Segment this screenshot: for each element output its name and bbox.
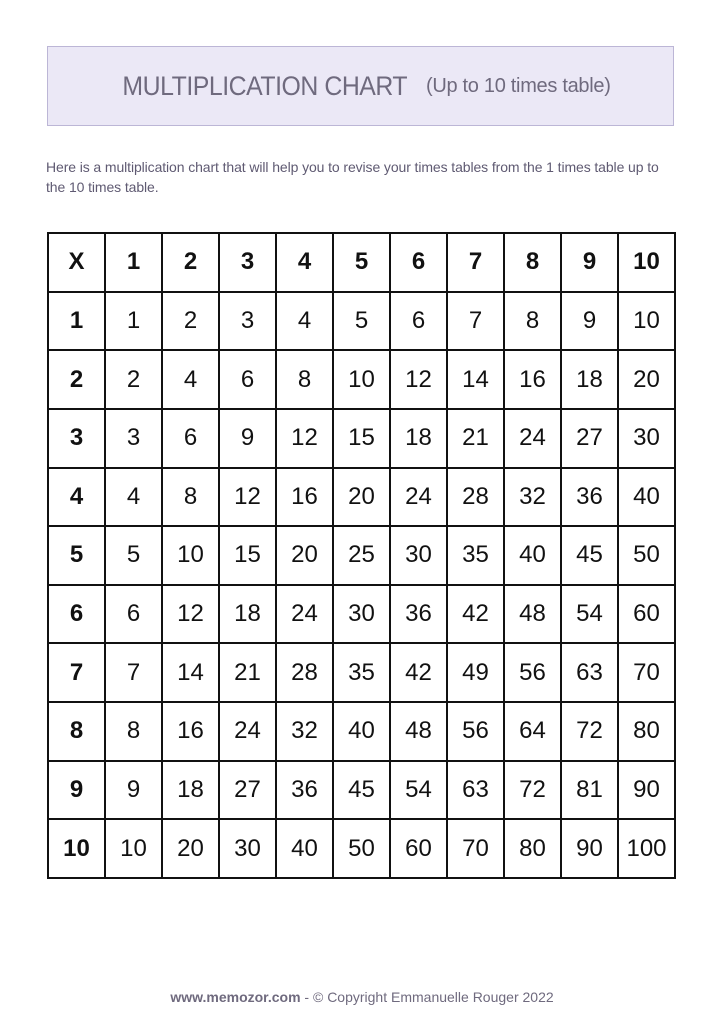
product-cell: 10 — [162, 526, 219, 585]
product-cell: 40 — [504, 526, 561, 585]
row-header-cell: 7 — [48, 643, 105, 702]
table-row — [48, 643, 675, 702]
product-cell: 30 — [390, 526, 447, 585]
product-cell: 7 — [105, 643, 162, 702]
row-header-cell: 2 — [48, 350, 105, 409]
product-cell: 6 — [219, 350, 276, 409]
product-cell: 30 — [219, 819, 276, 878]
product-cell: 90 — [561, 819, 618, 878]
title-banner — [47, 46, 674, 126]
product-cell: 18 — [162, 761, 219, 820]
product-cell: 54 — [390, 761, 447, 820]
product-cell: 3 — [105, 409, 162, 468]
product-cell: 45 — [333, 761, 390, 820]
table-row — [48, 292, 675, 351]
product-cell: 14 — [162, 643, 219, 702]
table-row — [48, 409, 675, 468]
page-title: MULTIPLICATION CHART — [122, 70, 408, 101]
product-cell: 50 — [333, 819, 390, 878]
product-cell: 72 — [561, 702, 618, 761]
product-cell: 28 — [447, 468, 504, 527]
product-cell: 100 — [618, 819, 675, 878]
product-cell: 36 — [276, 761, 333, 820]
row-header-cell: 3 — [48, 409, 105, 468]
product-cell: 8 — [276, 350, 333, 409]
product-cell: 6 — [105, 585, 162, 644]
column-header-cell: 1 — [105, 233, 162, 292]
product-cell: 4 — [105, 468, 162, 527]
product-cell: 24 — [276, 585, 333, 644]
product-cell: 25 — [333, 526, 390, 585]
product-cell: 49 — [447, 643, 504, 702]
corner-cell: X — [48, 233, 105, 292]
table-row — [48, 702, 675, 761]
product-cell: 24 — [219, 702, 276, 761]
product-cell: 18 — [390, 409, 447, 468]
row-header-cell: 10 — [48, 819, 105, 878]
table-header-row — [48, 233, 675, 292]
product-cell: 12 — [162, 585, 219, 644]
product-cell: 20 — [333, 468, 390, 527]
product-cell: 70 — [447, 819, 504, 878]
product-cell: 15 — [219, 526, 276, 585]
row-header-cell: 6 — [48, 585, 105, 644]
product-cell: 20 — [276, 526, 333, 585]
product-cell: 56 — [447, 702, 504, 761]
column-header-cell: 10 — [618, 233, 675, 292]
product-cell: 12 — [276, 409, 333, 468]
product-cell: 20 — [162, 819, 219, 878]
footer-copyright: © Copyright Emmanuelle Rouger 2022 — [312, 989, 554, 1005]
product-cell: 3 — [219, 292, 276, 351]
product-cell: 30 — [333, 585, 390, 644]
product-cell: 10 — [618, 292, 675, 351]
product-cell: 63 — [561, 643, 618, 702]
table-row — [48, 761, 675, 820]
product-cell: 27 — [219, 761, 276, 820]
product-cell: 60 — [390, 819, 447, 878]
column-header-cell: 6 — [390, 233, 447, 292]
product-cell: 32 — [504, 468, 561, 527]
product-cell: 20 — [618, 350, 675, 409]
product-cell: 5 — [333, 292, 390, 351]
product-cell: 28 — [276, 643, 333, 702]
row-header-cell: 1 — [48, 292, 105, 351]
column-header-cell: 7 — [447, 233, 504, 292]
column-header-cell: 4 — [276, 233, 333, 292]
intro-text: Here is a multiplication chart that will help you to revise your times tables from the 1 times table up to the 10 times table. — [46, 159, 659, 195]
table-row — [48, 585, 675, 644]
product-cell: 42 — [390, 643, 447, 702]
product-cell: 60 — [618, 585, 675, 644]
column-header-cell: 3 — [219, 233, 276, 292]
product-cell: 6 — [390, 292, 447, 351]
product-cell: 8 — [105, 702, 162, 761]
product-cell: 45 — [561, 526, 618, 585]
row-header-cell: 9 — [48, 761, 105, 820]
product-cell: 48 — [390, 702, 447, 761]
product-cell: 14 — [447, 350, 504, 409]
product-cell: 81 — [561, 761, 618, 820]
product-cell: 30 — [618, 409, 675, 468]
footer — [0, 989, 724, 1005]
footer-separator: - — [300, 989, 313, 1005]
product-cell: 35 — [447, 526, 504, 585]
product-cell: 5 — [105, 526, 162, 585]
product-cell: 9 — [105, 761, 162, 820]
product-cell: 63 — [447, 761, 504, 820]
product-cell: 12 — [219, 468, 276, 527]
product-cell: 36 — [390, 585, 447, 644]
product-cell: 24 — [390, 468, 447, 527]
product-cell: 48 — [504, 585, 561, 644]
column-header-cell: 2 — [162, 233, 219, 292]
product-cell: 18 — [561, 350, 618, 409]
product-cell: 4 — [162, 350, 219, 409]
table-row — [48, 350, 675, 409]
column-header-cell: 9 — [561, 233, 618, 292]
product-cell: 10 — [333, 350, 390, 409]
product-cell: 40 — [333, 702, 390, 761]
product-cell: 90 — [618, 761, 675, 820]
row-header-cell: 8 — [48, 702, 105, 761]
product-cell: 18 — [219, 585, 276, 644]
product-cell: 35 — [333, 643, 390, 702]
page-subtitle: (Up to 10 times table) — [425, 74, 611, 97]
product-cell: 21 — [219, 643, 276, 702]
product-cell: 16 — [504, 350, 561, 409]
row-header-cell: 5 — [48, 526, 105, 585]
product-cell: 70 — [618, 643, 675, 702]
product-cell: 9 — [561, 292, 618, 351]
product-cell: 16 — [276, 468, 333, 527]
product-cell: 40 — [276, 819, 333, 878]
product-cell: 56 — [504, 643, 561, 702]
product-cell: 7 — [447, 292, 504, 351]
product-cell: 16 — [162, 702, 219, 761]
product-cell: 32 — [276, 702, 333, 761]
product-cell: 8 — [162, 468, 219, 527]
table-row — [48, 468, 675, 527]
product-cell: 6 — [162, 409, 219, 468]
product-cell: 12 — [390, 350, 447, 409]
product-cell: 72 — [504, 761, 561, 820]
product-cell: 1 — [105, 292, 162, 351]
product-cell: 50 — [618, 526, 675, 585]
product-cell: 27 — [561, 409, 618, 468]
product-cell: 15 — [333, 409, 390, 468]
table-row — [48, 526, 675, 585]
product-cell: 36 — [561, 468, 618, 527]
product-cell: 8 — [504, 292, 561, 351]
product-cell: 80 — [504, 819, 561, 878]
column-header-cell: 5 — [333, 233, 390, 292]
product-cell: 24 — [504, 409, 561, 468]
product-cell: 80 — [618, 702, 675, 761]
product-cell: 4 — [276, 292, 333, 351]
product-cell: 2 — [162, 292, 219, 351]
table-row — [48, 819, 675, 878]
product-cell: 40 — [618, 468, 675, 527]
product-cell: 21 — [447, 409, 504, 468]
product-cell: 42 — [447, 585, 504, 644]
product-cell: 2 — [105, 350, 162, 409]
multiplication-table — [47, 232, 676, 879]
product-cell: 10 — [105, 819, 162, 878]
product-cell: 54 — [561, 585, 618, 644]
product-cell: 64 — [504, 702, 561, 761]
column-header-cell: 8 — [504, 233, 561, 292]
product-cell: 9 — [219, 409, 276, 468]
row-header-cell: 4 — [48, 468, 105, 527]
footer-site-link[interactable]: www.memozor.com — [170, 989, 301, 1005]
